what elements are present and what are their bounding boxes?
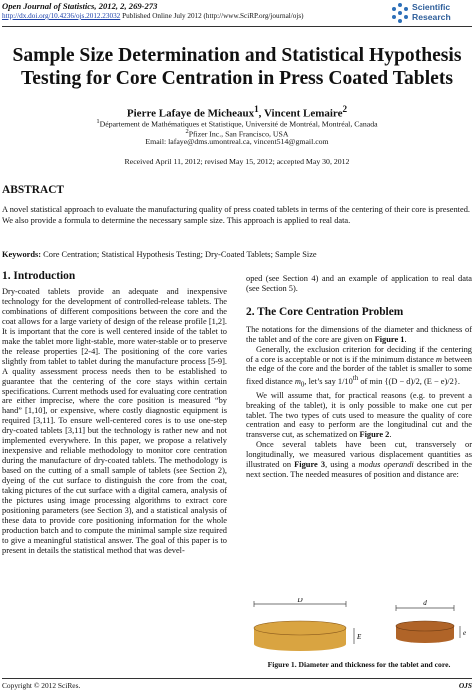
tablet-core bbox=[396, 599, 466, 643]
author-name: Pierre Lafaye de Micheaux bbox=[126, 107, 255, 120]
label-d: d bbox=[423, 599, 427, 607]
logo-dots-icon bbox=[390, 3, 410, 23]
author-name: Vincent Lemaire bbox=[263, 107, 343, 120]
section-heading-core-centration: 2. The Core Centration Problem bbox=[246, 305, 404, 318]
affiliation-marker: 1 bbox=[254, 104, 259, 114]
core-bottom bbox=[396, 633, 454, 643]
abstract-text: A novel statistical approach to evaluate the manufacturing quality of press coated tablets in terms of the centering of their core is presented. We also provide a formula to determine the necessary sample size. This approach is applied to real data. bbox=[2, 205, 470, 225]
author-list: Pierre Lafaye de Micheaux$^1$, Vincent Lemaire$^2$ bbox=[126, 104, 348, 120]
paragraph-exclusion-criterion: Generally, the exclusion criterion for deciding if the centering of a core is acceptable or not is if the minimum distance m between the edge of the core and the border of the tablet is smaller to some fixed distance $m_0$, let’s say 1/10th of min {(D − d)/2, (E − e)/2}. bbox=[246, 344, 472, 389]
copyright: Copyright © 2012 SciRes. bbox=[2, 681, 81, 690]
received-dates: Received April 11, 2012; revised May 15, 2012; accepted May 30, 2012 bbox=[124, 157, 350, 166]
affiliation-marker: 2 bbox=[342, 104, 348, 114]
header-divider bbox=[2, 26, 472, 27]
publisher-logo bbox=[390, 1, 470, 25]
tablet-diagram bbox=[246, 598, 472, 654]
figure-reference[interactable]: Figure 2 bbox=[359, 430, 390, 440]
left-column bbox=[2, 270, 227, 556]
page-footer bbox=[2, 680, 472, 692]
tablet-large bbox=[254, 598, 362, 651]
logo-text: Scientific Research bbox=[412, 2, 451, 22]
tablet-coat-bottom bbox=[254, 637, 346, 651]
label-E: E bbox=[357, 633, 362, 641]
journal-code: OJS bbox=[458, 681, 472, 690]
paragraph-notations: The notations for the dimensions of the diameter and thickness of the tablet and of the core are given on Figure 1. bbox=[246, 324, 472, 344]
core-top bbox=[396, 621, 454, 631]
figure-1 bbox=[246, 598, 472, 654]
paragraph-measures: Once several tablets have been cut, transversely or longitudinally, we measured various displacement quantities as illustrated on Figure 3, using a modus operandi described in the next section. The needed measures of position and distance are: bbox=[246, 440, 472, 479]
affiliation-2: $^2$Pfizer Inc., San Francisco, USA bbox=[185, 128, 289, 139]
affiliation-1: $^1$Département de Mathématiques et Statistique, Université de Montréal, Montréal, Canada bbox=[96, 118, 378, 129]
continued-text: oped (see Section 4) and an example of application to real data (see Section 5). bbox=[246, 274, 472, 293]
section-heading-introduction: 1. Introduction bbox=[2, 270, 76, 282]
page-header bbox=[2, 1, 472, 25]
min-formula: {(D − d)/2, (E − e)/2} bbox=[384, 377, 458, 387]
author-email: Email: lafaye@dms.umontreal.ca, vincent514@gmail.com bbox=[145, 137, 329, 146]
journal-citation: Open Journal of Statistics, 2012, 2, 269-273 bbox=[2, 1, 158, 11]
figure-caption: Figure 1. Diameter and thickness for the tablet and core. bbox=[267, 660, 451, 669]
label-e: e bbox=[463, 629, 467, 637]
paragraph-cut-types: We will assume that, for practical reasons (e.g. to prevent a breaking of the tablet), it is only possible to make one cut per tablet. The two types of cuts used to measure the quality of core centration and easy to perform are the longitudinal cut and the transverse cut, as schematized on Figure 2. bbox=[246, 390, 472, 440]
doi-link[interactable]: http://dx.doi.org/10.4236/ojs.2012.23032 bbox=[2, 12, 121, 20]
keywords: Keywords: Core Centration; Statistical Hypothesis Testing; Dry-Coated Tablets; Sample Size bbox=[2, 250, 317, 259]
footer-divider bbox=[2, 678, 472, 679]
abstract-heading: ABSTRACT bbox=[2, 184, 65, 196]
right-column bbox=[246, 274, 472, 480]
published-online-text: Published Online July 2012 (http://www.SciRP.org/journal/ojs) bbox=[122, 12, 304, 20]
publication-line bbox=[2, 12, 304, 20]
label-D: D bbox=[297, 598, 303, 604]
tablet-coat-top bbox=[254, 621, 346, 635]
figure-reference[interactable]: Figure 3 bbox=[294, 460, 326, 470]
paper-title: Sample Size Determination and Statistical Hypothesis Testing for Core Centration in Press Coated Tablets bbox=[12, 45, 462, 89]
introduction-text: Dry-coated tablets provide an adequate and inexpensive technology for the development of controlled-release tablets. The combinations of different compositions between the core and the coat allows for a large variety of design of the release profile [1,2]. It is important that the core is well centered inside of the tablet to make the tablet more light-stable, more water-stable or to preserve the release properties [2-4]. The positioning of the core varies slightly from tablet to tablet during the manufacture process [5-9]. A quality assessment process needs then to be established to guarantee that the centering of the core stays within certain specifications. Current methods used for evaluating core centration are either imprecise, where the core position is measured “by hand” [1,10], or expensive, where costly diagnostic equipment is required [3,11]. To ensure well-centered cores is to use one-step dry-coated tablets [3,11] but the technology is rather new and not implemented everywhere. In this paper, we propose a relatively inexpensive and reliable methodology to monitor core centration during the manufacture of dry-coated tablets. The methodology is based on the cutting of a small sample of tablets (see Section 2), dyeing of the cut surface to distinguish the core from the coat, taking pictures of the cut surface with a digital camera, analysis of the pictures using image processing algorithms to extract core positioning parameters (see Section 3), and a statistical analysis of these data to provide core positioning information for the whole production batch and to compute the minimal sample size required to give a meaningful statistical answer. The goal of this paper is to present in details the statistical method that was devel- bbox=[2, 287, 227, 555]
figure-reference[interactable]: Figure 1 bbox=[374, 334, 405, 344]
